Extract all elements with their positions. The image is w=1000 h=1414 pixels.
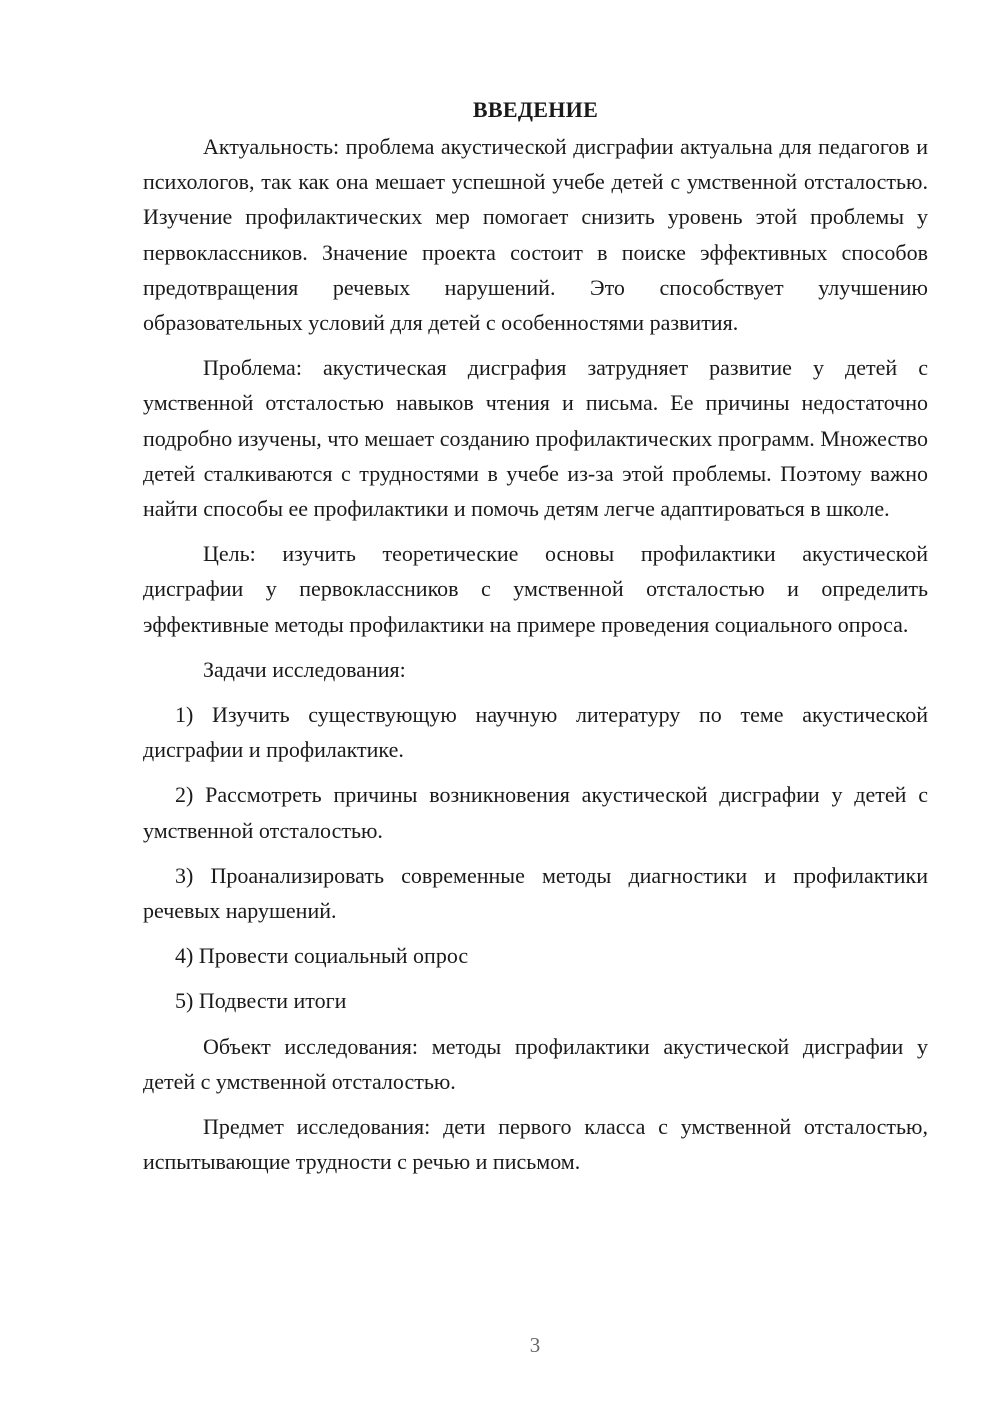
problem-paragraph: Проблема: акустическая дисграфия затрудняет развитие у детей с умственной отсталостью навыков чтения и письма. Ее причины недостаточно подробно изучены, что мешает созданию профилактических программ. Множество детей сталкиваются с трудностями в учебе из-за этой проблемы. Поэтому важно найти способы ее профилактики и помочь детям легче адаптироваться в школе. <box>143 355 928 522</box>
tasks-list <box>143 697 928 1019</box>
section-title: ВВЕДЕНИЕ <box>472 97 599 122</box>
document-page <box>143 92 928 1189</box>
page-number: 3 <box>529 1333 541 1357</box>
task-item-3: 3) Проанализировать современные методы диагностики и профилактики речевых нарушений. <box>143 862 928 924</box>
goal-paragraph: Цель: изучить теоретические основы профилактики акустической дисграфии у первоклассников с умственной отсталостью и определить эффективные методы профилактики на примере проведения социального опроса. <box>143 541 928 637</box>
relevance-paragraph: Актуальность: проблема акустической дисграфии актуальна для педагогов и психологов, так как она мешает успешной учебе детей с умственной отсталостью. Изучение профилактических мер помогает снизить уровень этой проблемы у первоклассников. Значение проекта состоит в поиске эффективных способов предотвращения речевых нарушений. Это способствует улучшению образовательных условий для детей с особенностями развития. <box>143 134 928 336</box>
subject-paragraph: Предмет исследования: дети первого класса с умственной отсталостью, испытывающие трудности с речью и письмом. <box>143 1114 928 1175</box>
tasks-heading: Задачи исследования: <box>203 656 406 682</box>
task-item-1: 1) Изучить существующую научную литературу по теме акустической дисграфии и профилактике. <box>143 702 928 763</box>
task-item-4: 4) Провести социальный опрос <box>175 943 469 969</box>
task-item-5: 5) Подвести итоги <box>175 988 347 1014</box>
object-paragraph: Объект исследования: методы профилактики акустической дисграфии у детей с умственной отсталостью. <box>143 1033 928 1094</box>
task-item-2: 2) Рассмотреть причины возникновения акустической дисграфии у детей с умственной отсталостью. <box>143 782 928 843</box>
